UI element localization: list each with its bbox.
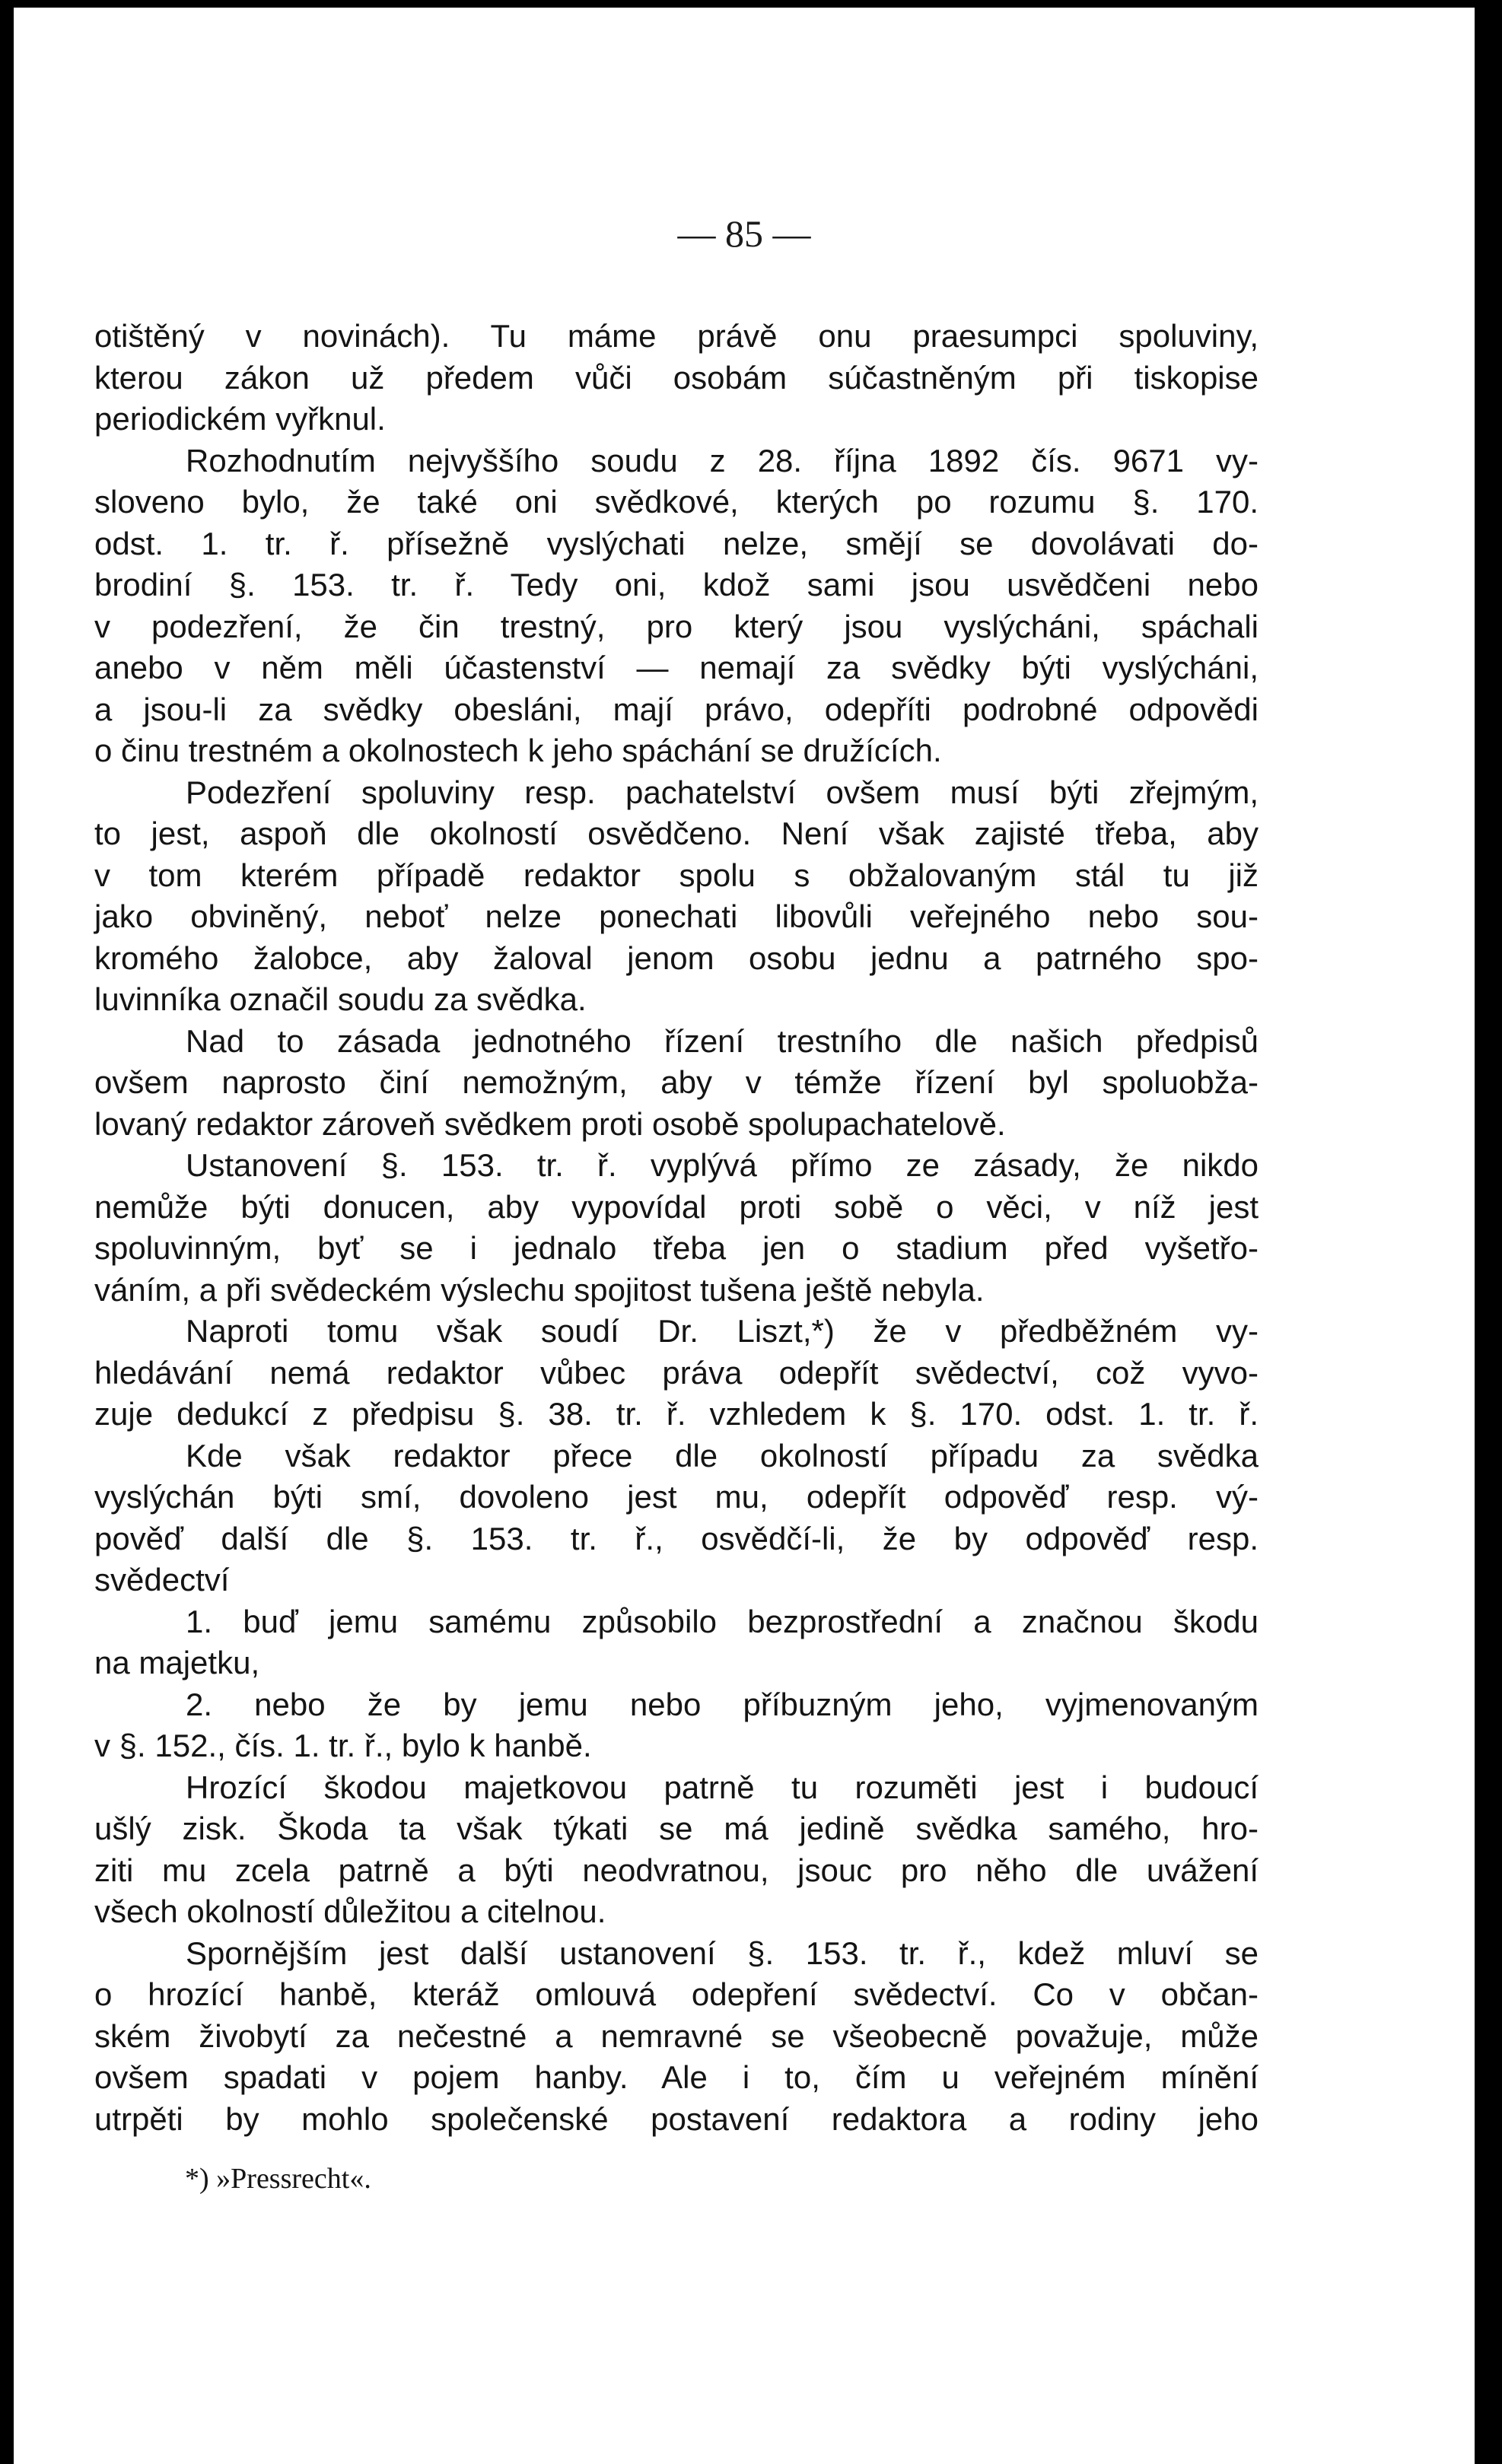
text-line: Naproti tomu však soudí Dr. Liszt,*) že v předběžném vy-	[186, 1313, 1259, 1349]
text-line: luvinníka označil soudu za svědka.	[94, 981, 587, 1017]
text-line: lovaný redaktor zároveň svědkem proti osobě spolupachatelově.	[94, 1105, 1006, 1142]
text-line: kromého žalobce, aby žaloval jenom osobu jednu a patrného spo-	[94, 939, 1259, 976]
text-line: ovšem naprosto činí nemožným, aby v témže řízení byl spoluobža-	[94, 1064, 1259, 1100]
body-text	[94, 316, 1259, 2140]
text-line: Ustanovení §. 153. tr. ř. vyplývá přímo ze zásady, že nikdo	[186, 1147, 1259, 1183]
text-line: v §. 152., čís. 1. tr. ř., bylo k hanbě.	[94, 1728, 592, 1763]
text-line: hledávání nemá redaktor vůbec práva odepřít svědectví, což vyvo-	[94, 1354, 1259, 1391]
text-line: zuje dedukcí z předpisu §. 38. tr. ř. vzhledem k §. 170. odst. 1. tr. ř.	[94, 1396, 1259, 1432]
text-line: 2. nebo že by jemu nebo příbuzným jeho, vyjmenovaným	[186, 1686, 1259, 1722]
text-line: sloveno bylo, že také oni svědkové, kterých po rozumu §. 170.	[94, 484, 1259, 520]
text-line: to jest, aspoň dle okolností osvědčeno. Není však zajisté třeba, aby	[94, 816, 1259, 851]
book-page	[14, 8, 1475, 2464]
text-line: všech okolností důležitou a citelnou.	[94, 1893, 606, 1929]
text-line: v podezření, že čin trestný, pro který jsou vyslýcháni, spáchali	[94, 608, 1259, 644]
text-line: o činu trestném a okolnostech k jeho spáchání se družících.	[94, 733, 942, 768]
text-line: svědectví	[94, 1562, 230, 1598]
page-number: — 85 —	[677, 212, 811, 255]
text-line: pověď další dle §. 153. tr. ř., osvědčí-li, že by odpověď resp.	[94, 1520, 1259, 1556]
text-line: Nad to zásada jednotného řízení trestního dle našich předpisů	[186, 1022, 1259, 1059]
text-line: utrpěti by mohlo společenské postavení redaktora a rodiny jeho	[94, 2100, 1259, 2137]
text-line: Hrozící škodou majetkovou patrně tu rozuměti jest i budoucí	[186, 1769, 1259, 1805]
text-line: anebo v něm měli účastenství — nemají za svědky býti vyslýcháni,	[94, 650, 1259, 685]
text-line: odst. 1. tr. ř. přísežně vyslýchati nelze, smějí se dovolávati do-	[94, 525, 1259, 561]
text-line: periodickém vyřknul.	[94, 401, 386, 437]
text-line: v tom kterém případě redaktor spolu s obžalovaným stál tu již	[94, 857, 1259, 893]
text-line: brodiní §. 153. tr. ř. Tedy oni, kdož sami jsou usvědčeni nebo	[94, 567, 1259, 602]
text-line: ziti mu zcela patrně a býti neodvratnou, jsouc pro něho dle uvážení	[94, 1852, 1259, 1888]
text-line: spoluvinným, byť se i jednalo třeba jen o stadium před vyšetřo-	[94, 1230, 1259, 1266]
text-line: váním, a při svědeckém výslechu spojitost tušena ještě nebyla.	[94, 1271, 985, 1308]
text-line: 1. buď jemu samému způsobilo bezprostřední a značnou škodu	[186, 1603, 1259, 1639]
text-line: Rozhodnutím nejvyššího soudu z 28. října 1892 čís. 9671 vy-	[186, 442, 1259, 478]
text-line: kterou zákon už předem vůči osobám súčastněným při tiskopise	[94, 359, 1259, 396]
text-line: otištěný v novinách). Tu máme právě onu praesumpci spoluviny,	[94, 318, 1259, 354]
text-line: Kde však redaktor přece dle okolností případu za svědka	[186, 1437, 1259, 1474]
text-line: ském živobytí za nečestné a nemravné se všeobecně považuje, může	[94, 2017, 1259, 2054]
text-line: a jsou-li za svědky obesláni, mají právo, odepříti podrobné odpovědi	[94, 691, 1259, 727]
text-line: vyslýchán býti smí, dovoleno jest mu, odepřít odpověď resp. vý-	[94, 1479, 1259, 1515]
text-line: jako obviněný, neboť nelze ponechati libovůli veřejného nebo sou-	[94, 898, 1259, 934]
text-line: ovšem spadati v pojem hanby. Ale i to, čím u veřejném mínění	[94, 2059, 1259, 2095]
text-line: o hrozící hanbě, kteráž omlouvá odepření svědectví. Co v občan-	[94, 1976, 1259, 2012]
text-line: Podezření spoluviny resp. pachatelství ovšem musí býti zřejmým,	[186, 774, 1259, 810]
text-line: ušlý zisk. Škoda ta však týkati se má jedině svědka samého, hro-	[94, 1811, 1259, 1846]
text-line: Spornějším jest další ustanovení §. 153. tr. ř., kdež mluví se	[186, 1935, 1259, 1971]
text-line: na majetku,	[94, 1645, 260, 1680]
text-line: nemůže býti donucen, aby vypovídal proti sobě o věci, v níž jest	[94, 1188, 1259, 1225]
footnote: *) »Pressrecht«.	[185, 2163, 371, 2195]
